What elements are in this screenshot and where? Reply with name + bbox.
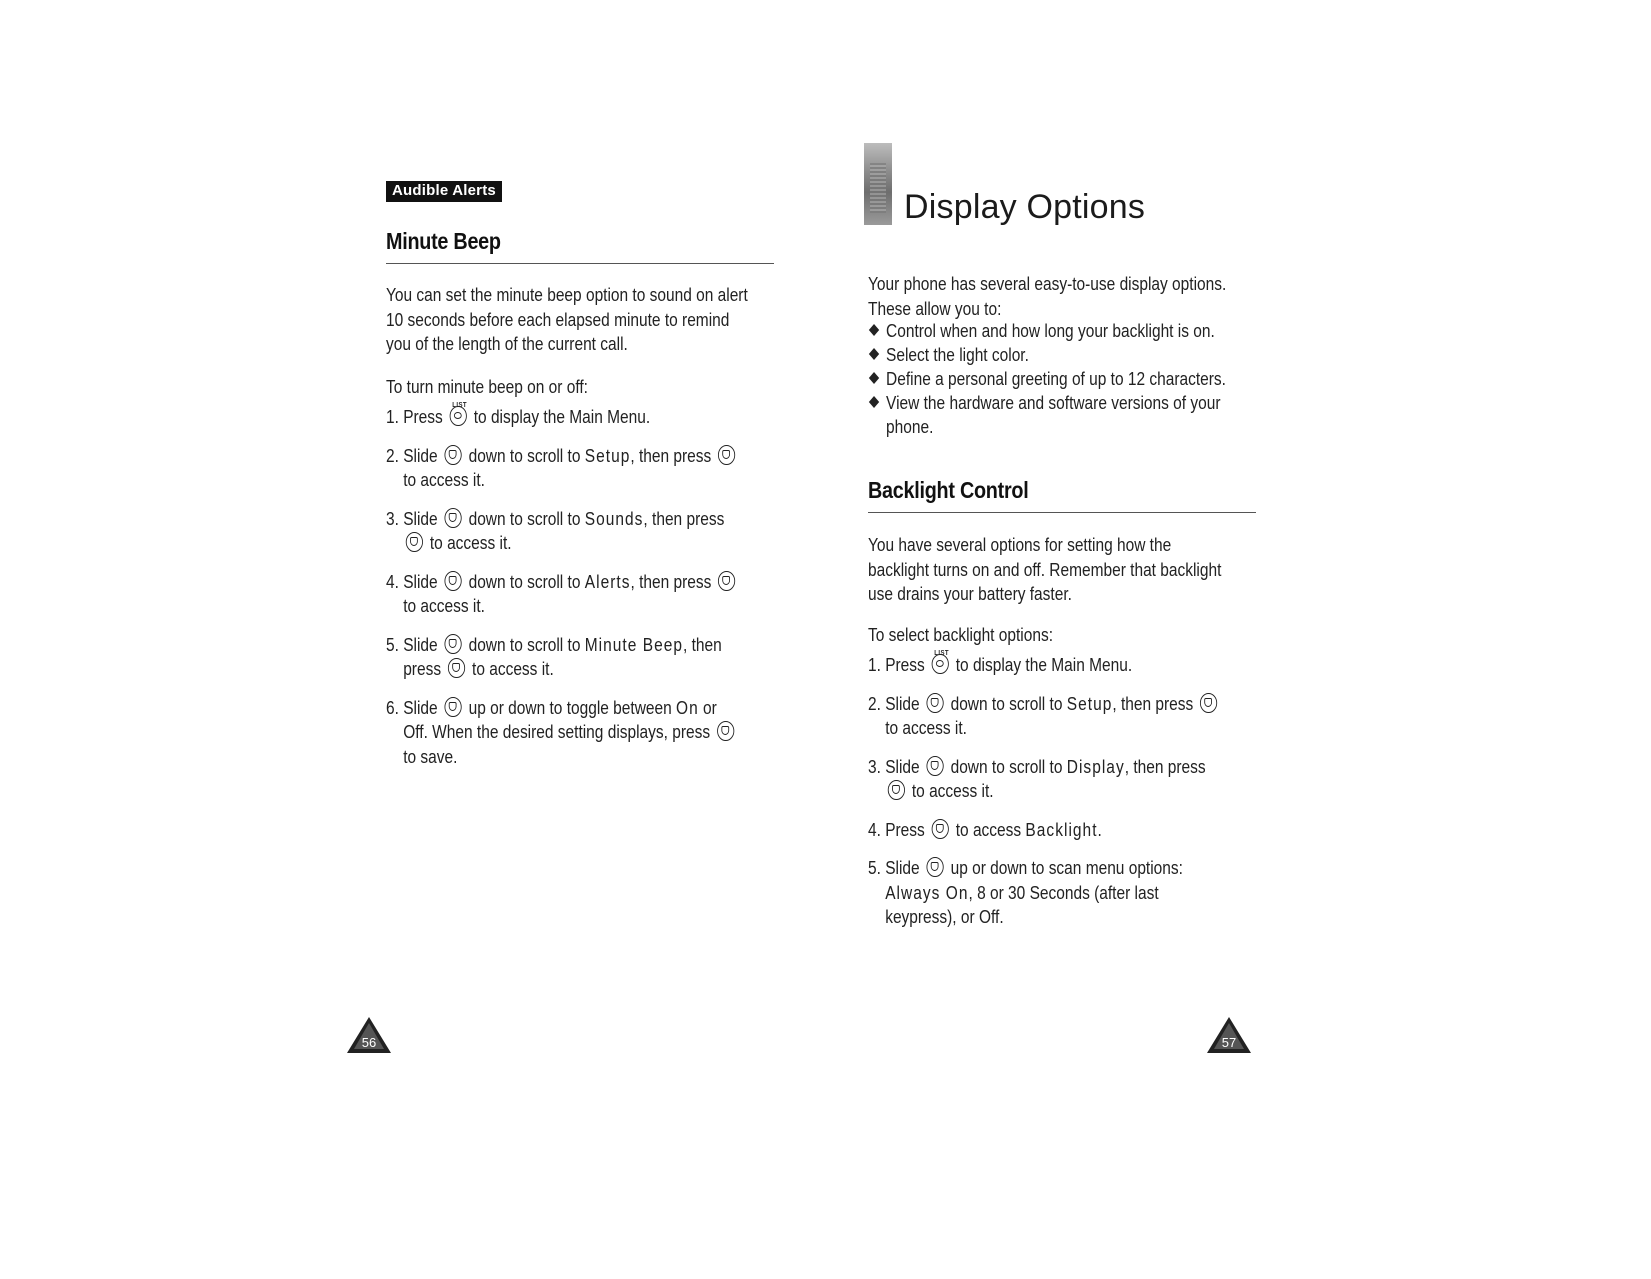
step-item	[386, 633, 777, 682]
step-number: 2.	[386, 445, 399, 466]
navigation-key-icon	[445, 508, 462, 528]
text-line: Control when and how long your backlight is on.	[886, 321, 1215, 341]
ok-key-icon	[718, 445, 735, 465]
ok-key-icon	[406, 532, 423, 552]
ok-key-icon	[932, 819, 949, 839]
text-line: View the hardware and software versions of your	[886, 393, 1221, 413]
text-line: Define a personal greeting of up to 12 characters.	[886, 369, 1226, 389]
heading-rule	[868, 512, 1256, 513]
step-item	[868, 692, 1259, 741]
list-key-icon	[929, 650, 951, 678]
section-tag: Audible Alerts	[386, 181, 502, 202]
step-item	[386, 507, 777, 556]
step-line: Slide down to scroll to Setup, then press	[403, 444, 777, 469]
step-line: Press LIST to display the Main Menu.	[885, 653, 1259, 678]
section-heading: Backlight Control	[868, 477, 1029, 503]
navigation-key-icon	[927, 756, 944, 776]
diamond-bullet-icon	[869, 396, 879, 408]
step-line: to access it.	[403, 531, 777, 556]
text-line: Select the light color.	[886, 345, 1029, 365]
feature-list	[868, 319, 1259, 439]
menu-item-name: Setup	[584, 445, 631, 466]
text-line: you of the length of the current call.	[386, 334, 628, 354]
navigation-key-icon	[927, 693, 944, 713]
step-line: Always On, 8 or 30 Seconds (after last	[885, 882, 1159, 903]
menu-item-name: Setup	[1066, 693, 1113, 714]
step-number: 3.	[868, 756, 881, 777]
menu-item-name: On	[676, 697, 699, 718]
page-number-marker	[346, 1015, 392, 1055]
page-title: Display Options	[904, 188, 1146, 226]
menu-item-name: Display	[1066, 756, 1125, 777]
step-line: Off. When the desired setting displays, press	[403, 720, 777, 745]
ok-key-icon	[927, 857, 944, 877]
text-line: You have several options for setting how the	[868, 535, 1172, 555]
page-number: 57	[1221, 1035, 1237, 1050]
navigation-key-icon	[445, 445, 462, 465]
diamond-bullet-icon	[869, 372, 879, 384]
step-item	[868, 856, 1259, 930]
step-item	[868, 755, 1259, 804]
steps-list	[868, 650, 1259, 944]
step-line: Press to access Backlight.	[885, 819, 1102, 840]
menu-item-name: Minute Beep	[584, 634, 684, 655]
step-line: Slide down to scroll to Setup, then press	[885, 692, 1259, 717]
step-item	[386, 444, 777, 493]
navigation-key-icon	[445, 634, 462, 654]
step-number: 6.	[386, 697, 399, 718]
step-line: to save.	[403, 746, 458, 767]
step-number: 1.	[868, 655, 881, 675]
step-line: Slide up or down to toggle between On or	[403, 697, 717, 718]
feature-item	[868, 367, 1259, 391]
list-key-icon	[447, 402, 469, 430]
menu-item-name: Alerts	[584, 571, 631, 592]
feature-item	[868, 391, 1259, 439]
step-number: 5.	[868, 858, 881, 878]
intro-paragraph	[386, 283, 777, 357]
ok-key-icon	[448, 658, 465, 678]
text-line: Your phone has several easy-to-use display options.	[868, 274, 1227, 294]
step-number: 4.	[868, 819, 881, 840]
step-line: Slide down to scroll to Display, then press	[885, 756, 1206, 777]
step-item	[386, 402, 777, 430]
step-line: Slide up or down to scan menu options:	[885, 858, 1183, 878]
step-number: 3.	[386, 508, 399, 529]
backlight-paragraph	[868, 533, 1259, 607]
page-number-marker	[1206, 1015, 1252, 1055]
step-item	[868, 818, 1259, 843]
step-number: 2.	[868, 693, 881, 714]
page-number: 56	[361, 1035, 377, 1050]
step-line: keypress), or Off.	[885, 907, 1004, 927]
ok-key-icon	[1200, 693, 1217, 713]
feature-item	[868, 319, 1259, 343]
title-bar-graphic	[864, 143, 892, 225]
step-line: press to access it.	[403, 659, 554, 679]
intro-paragraph	[868, 272, 1259, 321]
ok-key-icon	[717, 721, 734, 741]
menu-item-name: Sounds	[584, 508, 644, 529]
feature-item	[868, 343, 1259, 367]
list-key-label: LIST	[934, 650, 950, 657]
step-number: 1.	[386, 407, 399, 427]
step-line: to access it.	[403, 470, 485, 490]
step-number: 5.	[386, 634, 399, 655]
heading-rule	[386, 263, 774, 264]
ok-key-icon	[445, 697, 462, 717]
step-line: to access it.	[885, 779, 1259, 804]
step-item	[386, 570, 777, 619]
menu-item-name: Backlight	[1025, 819, 1098, 840]
step-line: to access it.	[885, 718, 967, 738]
step-line: to access it.	[403, 596, 485, 616]
ok-key-icon	[888, 780, 905, 800]
text-line: use drains your battery faster.	[868, 584, 1072, 604]
diamond-bullet-icon	[869, 348, 879, 360]
text-line: backlight turns on and off. Remember that backlight	[868, 559, 1222, 580]
step-item	[868, 650, 1259, 678]
section-heading: Minute Beep	[386, 228, 501, 254]
step-line: Press LIST to display the Main Menu.	[403, 405, 777, 430]
text-line: 10 seconds before each elapsed minute to remind	[386, 309, 730, 330]
step-number: 4.	[386, 571, 399, 592]
list-key-label: LIST	[452, 402, 468, 409]
step-line: Slide down to scroll to Minute Beep, then	[403, 634, 722, 655]
text-line: phone.	[886, 417, 934, 437]
step-line: Slide down to scroll to Sounds, then press	[403, 508, 725, 529]
instructions-lead: To turn minute beep on or off:	[386, 377, 588, 397]
text-line: These allow you to:	[868, 298, 1002, 319]
instructions-lead: To select backlight options:	[868, 625, 1054, 645]
diamond-bullet-icon	[869, 324, 879, 336]
step-line: Slide down to scroll to Alerts, then press	[403, 570, 777, 595]
steps-list	[386, 402, 777, 783]
navigation-key-icon	[445, 571, 462, 591]
ok-key-icon	[718, 571, 735, 591]
text-line: You can set the minute beep option to sound on alert	[386, 285, 748, 305]
step-item	[386, 696, 777, 770]
menu-item-name: Always On	[885, 882, 969, 903]
